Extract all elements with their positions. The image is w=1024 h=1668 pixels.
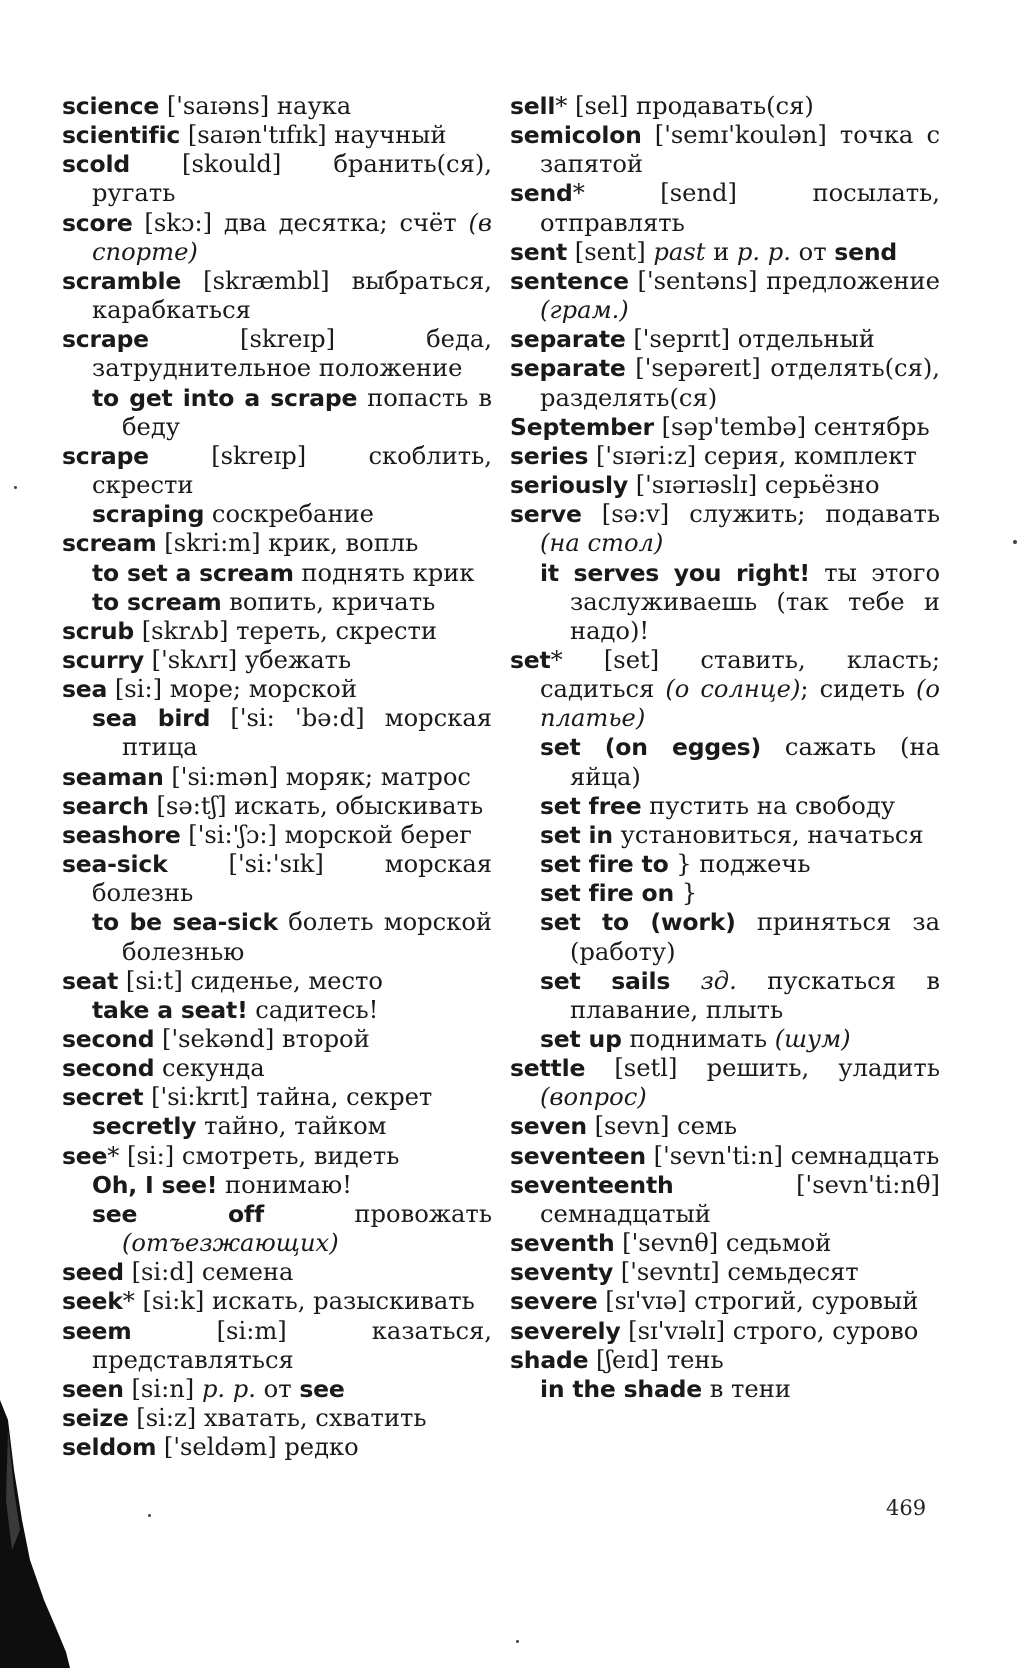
dictionary-entry: [510, 1054, 940, 1112]
scan-speck: [516, 1640, 519, 1643]
sub-entry: [510, 967, 940, 1025]
definition-text: * [send] посылать, отправлять: [540, 179, 940, 237]
definition-text: в тени: [702, 1374, 791, 1403]
headword: severe: [510, 1287, 598, 1316]
dictionary-entry: [510, 646, 940, 733]
headword: to be sea-sick: [92, 908, 278, 937]
headword: seaman: [62, 762, 164, 791]
headword: separate: [510, 325, 626, 354]
headword: secret: [62, 1083, 144, 1112]
dictionary-entry: [510, 1346, 940, 1375]
headword: see off: [92, 1199, 264, 1228]
definition-text: ['sɪərɪəslɪ] серьёзно: [628, 471, 880, 500]
headword: scraping: [92, 500, 205, 529]
dictionary-entry: [62, 1054, 492, 1083]
definition-text: * [sel] продавать(ся): [555, 92, 814, 120]
dictionary-entry: [62, 1317, 492, 1375]
definition-text: [ʃeɪd] тень: [588, 1345, 724, 1374]
headword: seem: [62, 1316, 132, 1345]
headword: in the shade: [540, 1374, 702, 1403]
dictionary-entry: [510, 1112, 940, 1141]
definition-text: [si:z] хватать, схватить: [128, 1404, 427, 1433]
definition-text: [skɔ:] два десятка; счёт: [132, 208, 469, 237]
definition-text: ['sekənd] второй: [154, 1025, 370, 1053]
definition-text: ['sevntɪ] семьдесят: [613, 1258, 859, 1287]
headword: separate: [510, 354, 626, 383]
sub-entry: [510, 559, 940, 646]
usage-note: (вопрос): [540, 1083, 647, 1112]
dictionary-entry: [510, 92, 940, 121]
usage-note: (в спорте): [92, 208, 492, 266]
headword: set to (work): [540, 908, 736, 937]
definition-text: болеть морской болезнью: [122, 908, 492, 966]
sub-entry: [62, 1200, 492, 1258]
definition-text: }: [674, 879, 698, 908]
dictionary-entry: [510, 471, 940, 500]
headword: second: [62, 1025, 155, 1053]
page-number: 469: [886, 1496, 927, 1520]
definition-text: ['si:'sɪk] морская болезнь: [92, 850, 492, 908]
scan-speck: [14, 486, 17, 489]
headword: serve: [510, 500, 582, 529]
headword: sea-sick: [62, 850, 168, 879]
usage-note: (шум): [774, 1025, 851, 1053]
definition-text: [skri:m] крик, вопль: [156, 529, 419, 558]
dictionary-entry: [510, 1229, 940, 1258]
headword: seat: [62, 966, 119, 995]
dictionary-entry: [62, 1375, 492, 1404]
headword: sea: [62, 675, 108, 704]
usage-note: past: [653, 237, 706, 266]
definition-text: вопить, кричать: [221, 587, 436, 616]
dictionary-entry: [62, 325, 492, 383]
definition-text: ['sɪəri:z] серия, комплект: [588, 441, 917, 470]
dictionary-entry: [62, 763, 492, 792]
headword: shade: [510, 1345, 589, 1374]
definition-text: [setl] решить, уладить: [585, 1054, 940, 1083]
dictionary-entry: [510, 121, 940, 179]
headword: to scream: [92, 587, 222, 616]
headword: scrub: [62, 616, 135, 645]
usage-note: (грам.): [540, 296, 629, 325]
usage-note: (о платье): [540, 675, 940, 733]
headword: sea bird: [92, 704, 211, 733]
headword: seize: [62, 1404, 129, 1433]
sub-entry: [62, 1112, 492, 1141]
headword: seven: [510, 1112, 587, 1141]
scan-speck: [1013, 540, 1017, 544]
headword: set fire to: [540, 850, 669, 879]
sub-entry: [62, 996, 492, 1025]
dictionary-entry: [62, 1433, 492, 1462]
headword: seashore: [62, 820, 181, 849]
definition-text: ['sentəns] предложение: [628, 266, 940, 295]
right-column: [510, 92, 940, 1404]
headword: second: [62, 1054, 155, 1083]
definition-text: ; сидеть: [800, 675, 916, 704]
sub-entry: [510, 1375, 940, 1404]
definition-text: [səp'tembə] сентябрь: [653, 412, 930, 441]
dictionary-entry: [62, 267, 492, 325]
dictionary-entry: [62, 617, 492, 646]
headword: science: [62, 92, 160, 120]
definition-text: тайно, тайком: [196, 1112, 387, 1141]
sub-entry: [510, 792, 940, 821]
dictionary-entry: [62, 92, 492, 121]
definition-text: пускаться в плавание, плыть: [570, 966, 940, 1024]
definition-text: [si:n]: [123, 1374, 202, 1403]
definition-text: [sent]: [567, 237, 654, 266]
definition-text: установиться, начаться: [612, 820, 924, 849]
headword: September: [510, 412, 654, 441]
dictionary-entry: [510, 179, 940, 237]
definition-text: * [si:k] искать, разыскивать: [122, 1287, 475, 1316]
dictionary-entry: [510, 238, 940, 267]
headword: set free: [540, 791, 642, 820]
dictionary-entry: [62, 442, 492, 500]
definition-text: [si:d] семена: [123, 1258, 294, 1287]
sub-entry: [62, 1171, 492, 1200]
dictionary-entry: [510, 1258, 940, 1287]
dictionary-entry: [510, 1287, 940, 1316]
definition-text: [skould] бранить(ся), ругать: [92, 150, 492, 208]
definition-text: секунда: [154, 1054, 265, 1083]
dictionary-entry: [62, 1287, 492, 1316]
definition-text: [670, 967, 700, 995]
headword: settle: [510, 1054, 586, 1083]
usage-note: (отъезжающих): [122, 1229, 339, 1258]
headword: scold: [62, 150, 130, 179]
sub-entry: [62, 704, 492, 762]
definition-text: пустить на свободу: [641, 791, 895, 820]
dictionary-entry: [510, 1171, 940, 1229]
headword: secretly: [92, 1112, 197, 1141]
usage-note: p. p.: [736, 237, 791, 266]
headword: seventeen: [510, 1141, 646, 1170]
dictionary-entry: [62, 792, 492, 821]
headword: series: [510, 441, 589, 470]
dictionary-entry: [510, 413, 940, 442]
headword: see: [62, 1141, 108, 1170]
usage-note: (о солнце): [665, 675, 801, 704]
sub-entry: [62, 908, 492, 966]
definition-text: попасть в беду: [122, 383, 492, 441]
headword: send: [834, 237, 897, 266]
headword: scream: [62, 529, 157, 558]
definition-text: ['seldəm] редко: [156, 1433, 359, 1462]
sub-entry: [62, 559, 492, 588]
usage-note: зд.: [700, 966, 737, 995]
dictionary-entry: [510, 325, 940, 354]
definition-text: [skræmbl] выбраться, карабкаться: [92, 266, 492, 325]
dictionary-entry: [510, 354, 940, 412]
definition-text: [skrʌb] тереть, скрести: [134, 616, 438, 645]
definition-text: сажать (на яйца): [570, 733, 940, 791]
dictionary-entry: [62, 646, 492, 675]
headword: scientific: [62, 121, 181, 150]
headword: see: [299, 1374, 345, 1403]
headword: scramble: [62, 266, 182, 295]
sub-entry: [62, 384, 492, 442]
definition-text: [sevn] семь: [586, 1112, 737, 1141]
definition-text: от: [790, 237, 835, 266]
definition-text: провожать: [263, 1199, 492, 1228]
left-column: [62, 92, 492, 1462]
dictionary-entry: [62, 675, 492, 704]
headword: severely: [510, 1316, 621, 1345]
definition-text: поднять крик: [293, 558, 475, 587]
headword: take a seat!: [92, 995, 248, 1024]
headword: it serves you right!: [540, 558, 810, 587]
headword: set fire on: [540, 879, 675, 908]
definition-text: [sə:tʃ] искать, обыскивать: [148, 791, 484, 820]
headword: sent: [510, 237, 568, 266]
headword: semicolon: [510, 121, 642, 150]
headword: seventy: [510, 1258, 614, 1287]
headword: to get into a scrape: [92, 383, 358, 412]
sub-entry: [62, 588, 492, 617]
sub-entry: [510, 733, 940, 791]
headword: seventh: [510, 1229, 615, 1258]
headword: seriously: [510, 471, 629, 500]
dictionary-entry: [62, 1258, 492, 1287]
dictionary-entry: [62, 1404, 492, 1433]
headword: scurry: [62, 645, 144, 674]
usage-note: (на стол): [540, 529, 664, 558]
definition-text: [si:m] казаться, представляться: [92, 1316, 492, 1374]
definition-text: ты этого заслуживаешь (так тебе и надо)!: [570, 558, 941, 645]
definition-text: [saɪən'tɪfɪk] научный: [180, 121, 447, 150]
definition-text: садитесь!: [247, 995, 379, 1024]
dictionary-entry: [62, 209, 492, 267]
dictionary-entry: [510, 500, 940, 558]
definition-text: поднимать: [621, 1025, 775, 1053]
definition-text: [skreɪp] скоблить, скрести: [92, 441, 492, 500]
definition-text: ['si: 'bə:d] морская птица: [122, 704, 492, 762]
headword: seek: [62, 1287, 123, 1316]
usage-note: p. p.: [201, 1374, 256, 1403]
headword: set sails: [540, 966, 671, 995]
dictionary-entry: [62, 150, 492, 208]
dictionary-entry: [62, 1025, 492, 1054]
definition-text: ['skʌrɪ] убежать: [143, 645, 352, 674]
sub-entry: [510, 879, 940, 908]
dictionary-entry: [510, 267, 940, 325]
definition-text: ['seprɪt] отдельный: [625, 325, 875, 354]
definition-text: ['sepəreɪt] отделять(ся), разделять(ся): [540, 354, 940, 412]
dictionary-entry: [510, 1142, 940, 1171]
headword: seventeenth: [510, 1170, 674, 1199]
definition-text: [si:] море; морской: [107, 675, 357, 704]
definition-text: ['si:krɪt] тайна, секрет: [143, 1083, 433, 1112]
definition-text: ['sevn'ti:n] семнадцать: [645, 1141, 940, 1170]
scan-speck: [148, 1514, 151, 1517]
definition-text: ['si:'ʃɔ:] морской берег: [180, 820, 472, 849]
definition-text: ['semɪ'koulən] точка с запятой: [540, 121, 940, 179]
definition-text: * [set] ставить, класть; садиться: [540, 645, 940, 704]
definition-text: приняться за (работу): [570, 908, 940, 966]
definition-text: } поджечь: [668, 850, 811, 879]
headword: seen: [62, 1374, 124, 1403]
sub-entry: [510, 1025, 940, 1054]
headword: set: [510, 645, 551, 674]
dictionary-entry: [62, 850, 492, 908]
dictionary-entry: [62, 1142, 492, 1171]
dictionary-entry: [62, 121, 492, 150]
headword: scrape: [62, 325, 149, 354]
sub-entry: [510, 821, 940, 850]
definition-text: [sɪ'vɪə] строгий, суровый: [597, 1287, 919, 1316]
headword: seldom: [62, 1433, 157, 1462]
headword: sell: [510, 92, 556, 120]
definition-text: [sɪ'vɪəlɪ] строго, сурово: [620, 1316, 919, 1345]
headword: set up: [540, 1025, 622, 1053]
headword: set (on egges): [540, 733, 762, 762]
headword: seed: [62, 1258, 124, 1287]
definition-text: соскребание: [204, 500, 374, 529]
definition-text: ['sevn'ti:nθ] семнадцатый: [540, 1170, 940, 1228]
binding-shadow-graphic: [0, 1400, 70, 1668]
definition-text: и: [705, 237, 737, 266]
definition-text: понимаю!: [217, 1170, 352, 1199]
definition-text: ['si:mən] моряк; матрос: [163, 762, 471, 791]
definition-text: от: [255, 1374, 300, 1403]
definition-text: [skreɪp] беда, затруднительное положение: [92, 325, 492, 383]
headword: send: [510, 179, 573, 208]
dictionary-entry: [510, 1317, 940, 1346]
dictionary-entry: [62, 821, 492, 850]
dictionary-entry: [62, 529, 492, 558]
headword: search: [62, 791, 149, 820]
headword: score: [62, 208, 133, 237]
sub-entry: [510, 908, 940, 966]
definition-text: ['sevnθ] седьмой: [614, 1229, 832, 1258]
headword: scrape: [62, 441, 149, 470]
definition-text: [si:t] сиденье, место: [118, 966, 383, 995]
headword: to set a scream: [92, 558, 294, 587]
definition-text: [sə:v] служить; подавать: [581, 500, 940, 529]
headword: sentence: [510, 266, 629, 295]
dictionary-entry: [62, 967, 492, 996]
sub-entry: [510, 850, 940, 879]
dictionary-entry: [62, 1083, 492, 1112]
sub-entry: [62, 500, 492, 529]
headword: set in: [540, 820, 613, 849]
definition-text: * [si:] смотреть, видеть: [107, 1141, 400, 1170]
headword: Oh, I see!: [92, 1170, 218, 1199]
definition-text: ['saɪəns] наука: [159, 92, 352, 120]
dictionary-entry: [510, 442, 940, 471]
